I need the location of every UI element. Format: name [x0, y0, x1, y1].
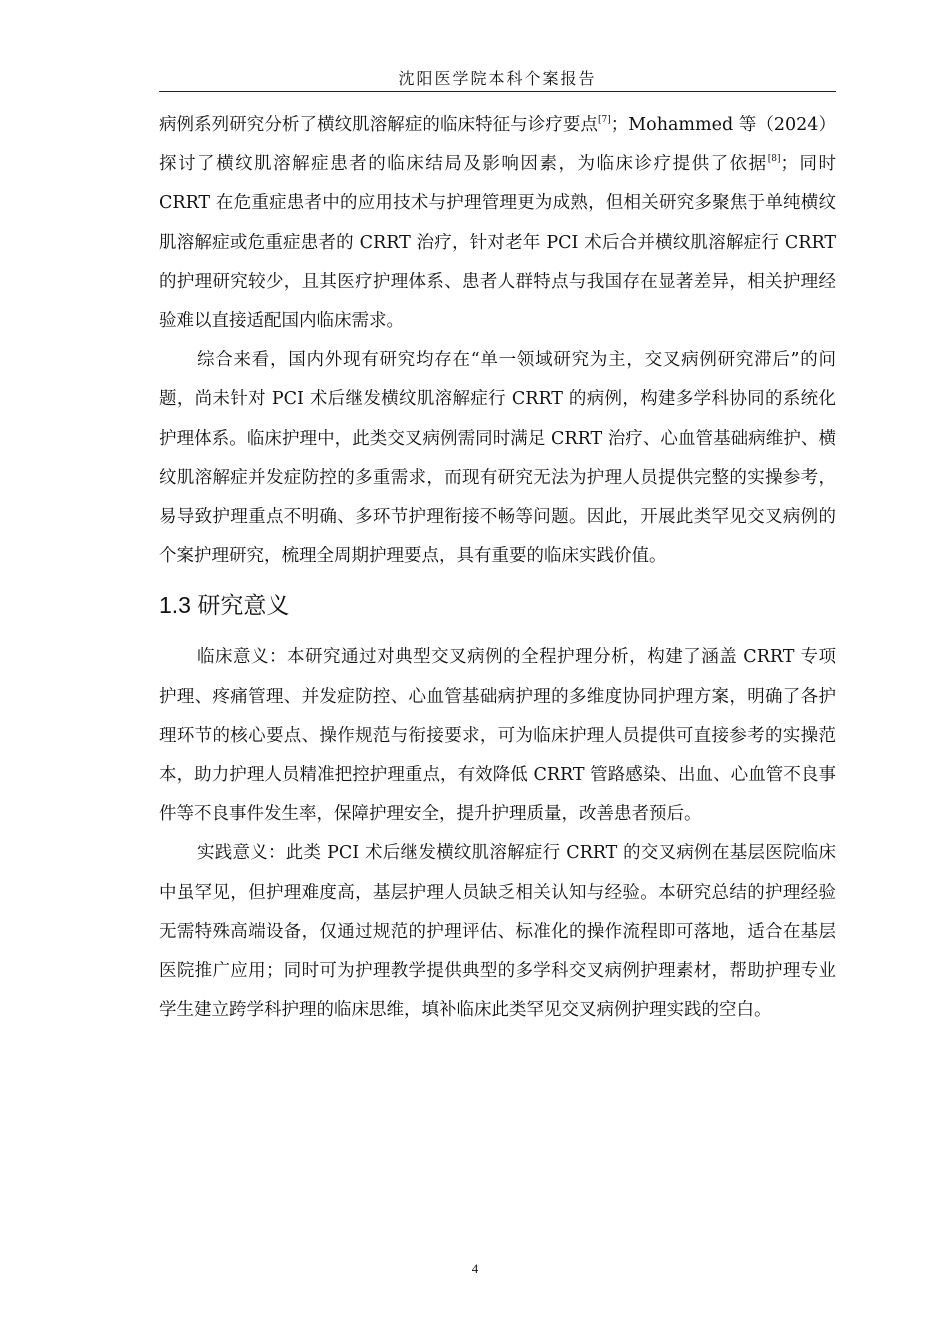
header-divider [159, 91, 836, 92]
paragraph-text: 病例系列研究分析了横纹肌溶解症的临床特征与诊疗要点 [159, 115, 598, 135]
page-number: 4 [471, 1261, 479, 1276]
page-header: 沈阳医学院本科个案报告 [398, 69, 597, 88]
section-heading: 1.3 研究意义 [159, 592, 290, 619]
paragraph-summary: 综合来看，国内外现有研究均存在“单一领域研究为主，交叉病例研究滞后”的问题，尚未针对 PCI 术后继发横纹肌溶解症行 CRRT 的病例，构建多学科协同的系统化护理体系。临床护理中，此类交叉病例需同时满足 CRRT 治疗、心血管基础病维护、横纹肌溶解症并发症防控的多重需求，而现有研究无法为护理人员提供完整的实操参考，易导致护理重点不明确、多环节护理衔接不畅等问题。因此，开展此类罕见交叉病例的个案护理研究，梳理全周期护理要点，具有重要的临床实践价值。 [159, 350, 836, 567]
citation-ref: [8] [767, 154, 781, 165]
paragraph-clinical-significance: 临床意义：本研究通过对典型交叉病例的全程护理分析，构建了涵盖 CRRT 专项护理、疼痛管理、并发症防控、心血管基础病护理的多维度协同护理方案，明确了各护理环节的核心要点、操作规范与衔接要求，可为临床护理人员提供可直接参考的实操范本，助力护理人员精准把控护理重点，有效降低 CRRT 管路感染、出血、心血管不良事件等不良事件发生率，保障护理安全，提升护理质量，改善患者预后。 [159, 647, 836, 825]
page-content [159, 106, 836, 1030]
paragraph-practical-significance: 实践意义：此类 PCI 术后继发横纹肌溶解症行 CRRT 的交叉病例在基层医院临床中虽罕见，但护理难度高，基层护理人员缺乏相关认知与经验。本研究总结的护理经验无需特殊高端设备，仅通过规范的护理评估、标准化的操作流程即可落地，适合在基层医院推广应用；同时可为护理教学提供典型的多学科交叉病例护理素材，帮助护理专业学生建立跨学科护理的临床思维，填补临床此类罕见交叉病例护理实践的空白。 [159, 843, 836, 1021]
paragraph-text: ；Mohammed 等（2024）探讨了横纹肌溶解症患者的临床结局及影响因素，为临床诊疗提供了依据 [159, 115, 836, 175]
paragraph-literature-review [159, 106, 836, 341]
citation-ref: [7] [598, 115, 611, 125]
paragraph-text: ；同时 CRRT 在危重症患者中的应用技术与护理管理更为成熟，但相关研究多聚焦于单纯横纹肌溶解症或危重症患者的 CRRT 治疗，针对老年 PCI 术后合并横纹肌溶解症行 CRRT 的护理研究较少，且其医疗护理体系、患者人群特点与我国存在显著差异，相关护理经验难以直接适配国内临床需求。 [159, 154, 836, 332]
